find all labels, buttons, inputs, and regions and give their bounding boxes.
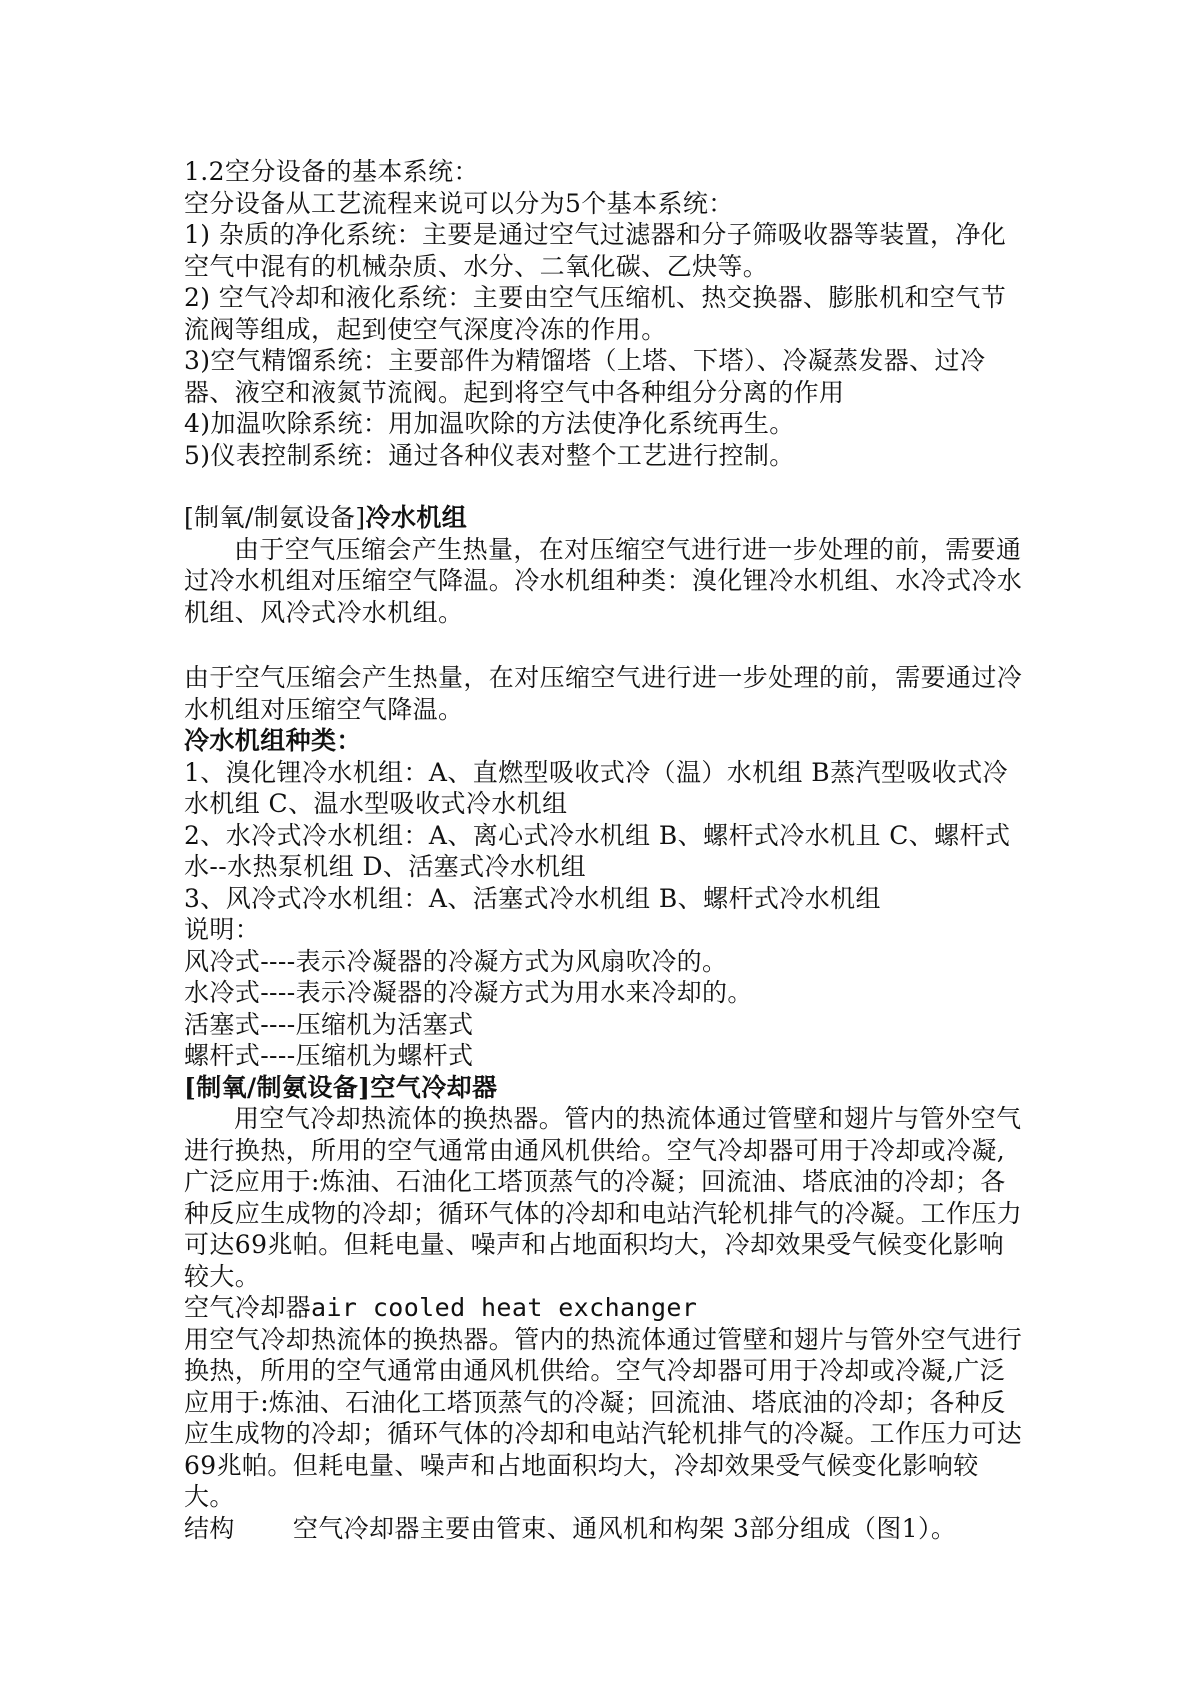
note-item: 螺杆式----压缩机为螺杆式 bbox=[184, 1041, 474, 1070]
note-item: 活塞式----压缩机为活塞式 bbox=[184, 1009, 474, 1039]
section-title: 1.2空分设备的基本系统： bbox=[184, 157, 479, 186]
section-heading: [制氧/制氨设备]空气冷却器 bbox=[184, 1072, 498, 1102]
note-label: 说明： bbox=[184, 915, 261, 944]
type-item: 2、水冷式冷水机组：A、离心式冷水机组 B、螺杆式冷水机且 C、螺杆式水--水热泵机组 D、活塞式冷水机组 bbox=[184, 820, 1011, 881]
term-line bbox=[184, 1292, 1024, 1324]
note-item: 风冷式----表示冷凝器的冷凝方式为风扇吹冷的。 bbox=[184, 946, 728, 976]
system-item: 3)空气精馏系统：主要部件为精馏塔（上塔、下塔）、冷凝蒸发器、过冷器、液空和液氮节流阀。起到将空气中各种组分分离的作用 bbox=[184, 346, 986, 407]
section-intro: 空分设备从工艺流程来说可以分为5个基本系统： bbox=[184, 188, 734, 218]
type-item: 3、风冷式冷水机组：A、活塞式冷水机组 B、螺杆式冷水机组 bbox=[184, 883, 881, 913]
paragraph: 用空气冷却热流体的换热器。管内的热流体通过管壁和翅片与管外空气进行换热，所用的空气通常由通风机供给。空气冷却器可用于冷却或冷凝,广泛应用于:炼油、石油化工塔顶蒸气的冷凝；回流油、塔底油的冷却；各种反应生成物的冷却；循环气体的冷却和电站汽轮机排气的冷凝。工作压力可达69兆帕。但耗电量、噪声和占地面积均大，冷却效果受气候变化影响较大。 bbox=[184, 1324, 1023, 1511]
type-item: 1、溴化锂冷水机组：A、直燃型吸收式冷（温）水机组 B蒸汽型吸收式冷水机组 C、温水型吸收式冷水机组 bbox=[184, 757, 1008, 818]
paragraph: 由于空气压缩会产生热量，在对压缩空气进行进一步处理的前，需要通过冷水机组对压缩空气降温。 bbox=[184, 663, 1023, 724]
term-cn: 空气冷却器 bbox=[184, 1293, 312, 1322]
section-heading bbox=[184, 502, 1024, 534]
note-item: 水冷式----表示冷凝器的冷凝方式为用水来冷却的。 bbox=[184, 978, 753, 1007]
structure-line bbox=[184, 1513, 1024, 1545]
structure-label: 结构 bbox=[184, 1513, 235, 1543]
term-en: air cooled heat exchanger bbox=[311, 1293, 698, 1322]
system-item: 1) 杂质的净化系统：主要是通过空气过滤器和分子筛吸收器等装置，净化空气中混有的机械杂质、水分、二氧化碳、乙炔等。 bbox=[184, 220, 1007, 281]
heading-title: 冷水机组 bbox=[365, 503, 468, 532]
paragraph: 由于空气压缩会产生热量，在对压缩空气进行进一步处理的前，需要通过冷水机组对压缩空气降温。冷水机组种类：溴化锂冷水机组、水冷式冷水机组、风冷式冷水机组。 bbox=[184, 534, 1023, 627]
system-item: 2) 空气冷却和液化系统：主要由空气压缩机、热交换器、膨胀机和空气节流阀等组成，起到使空气深度冷冻的作用。 bbox=[184, 283, 1007, 344]
heading-tag: [制氧/制氨设备] bbox=[184, 503, 366, 532]
subheading: 冷水机组种类： bbox=[184, 726, 362, 755]
system-item: 5)仪表控制系统：通过各种仪表对整个工艺进行控制。 bbox=[184, 440, 795, 470]
structure-text: 空气冷却器主要由管束、通风机和构架 3部分组成（图1）。 bbox=[292, 1513, 957, 1543]
system-item: 4)加温吹除系统：用加温吹除的方法使净化系统再生。 bbox=[184, 409, 795, 438]
document-body bbox=[184, 156, 1024, 1544]
paragraph: 用空气冷却热流体的换热器。管内的热流体通过管壁和翅片与管外空气进行换热，所用的空气通常由通风机供给。空气冷却器可用于冷却或冷凝,广泛应用于:炼油、石油化工塔顶蒸气的冷凝；回流油、塔底油的冷却；各种反应生成物的冷却；循环气体的冷却和电站汽轮机排气的冷凝。工作压力可达69兆帕。但耗电量、噪声和占地面积均大，冷却效果受气候变化影响较大。 bbox=[184, 1104, 1023, 1291]
